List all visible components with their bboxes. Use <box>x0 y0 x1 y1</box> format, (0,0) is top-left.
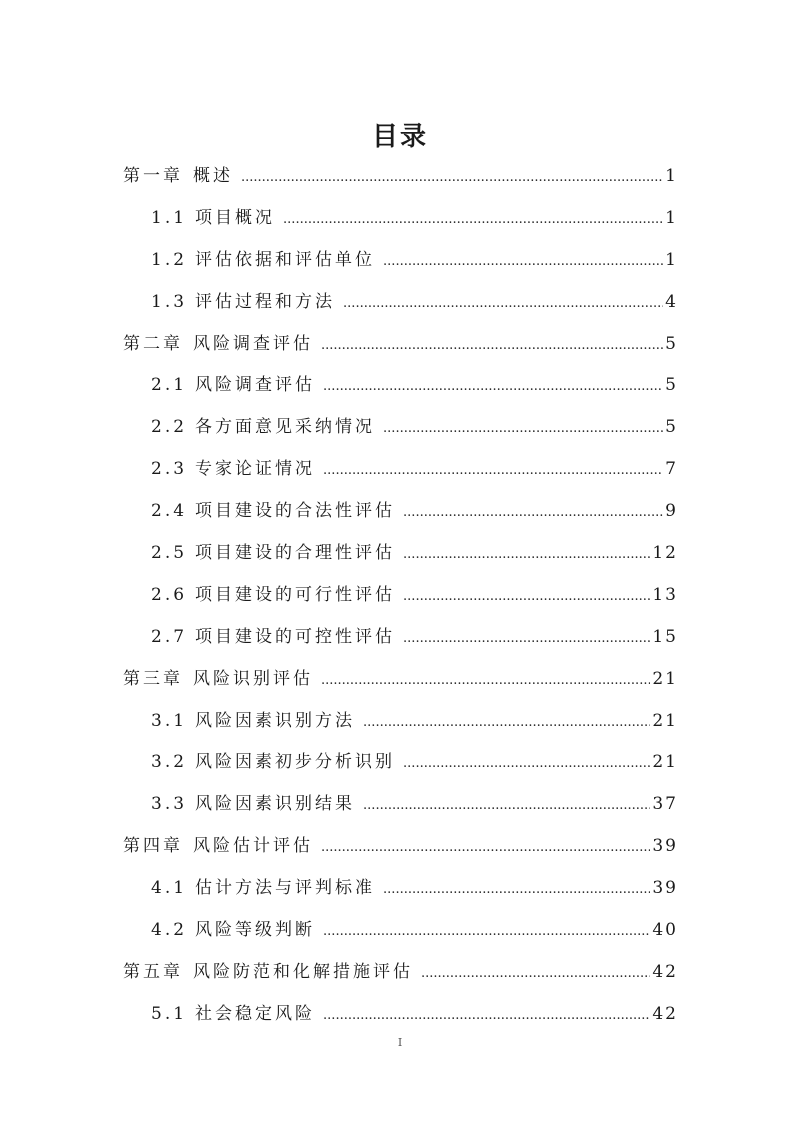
table-of-contents <box>0 156 800 1036</box>
toc-entry-title: 社会稳定风险 <box>195 1003 316 1024</box>
toc-entry-page-number: 39 <box>652 836 678 857</box>
toc-entry-page-number: 9 <box>665 501 678 522</box>
toc-entry-title: 风险防范和化解措施评估 <box>193 961 413 982</box>
toc-entry-number: 3.3 <box>151 794 188 815</box>
toc-entry-title: 风险估计评估 <box>193 836 313 857</box>
toc-entry-title: 评估依据和评估单位 <box>195 249 376 270</box>
toc-entry-title: 风险因素识别结果 <box>195 794 356 815</box>
toc-dot-leader <box>321 827 650 869</box>
toc-entry-number: 第三章 <box>123 668 183 689</box>
toc-entry-number: 1.3 <box>151 291 188 312</box>
toc-entry-page-number: 42 <box>652 1003 678 1024</box>
toc-section-entry[interactable] <box>0 491 678 533</box>
toc-entry-page-number: 5 <box>665 417 678 438</box>
toc-entry-page-number: 4 <box>665 291 678 312</box>
toc-section-entry[interactable] <box>0 742 678 784</box>
toc-dot-leader <box>383 408 663 450</box>
toc-entry-page-number: 40 <box>652 920 678 941</box>
toc-entry-title: 项目建设的合理性评估 <box>195 543 396 564</box>
toc-entry-page-number: 13 <box>652 584 678 605</box>
toc-entry-title: 风险因素初步分析识别 <box>195 752 396 773</box>
toc-entry-title: 风险等级判断 <box>195 920 316 941</box>
toc-entry-title: 项目建设的合法性评估 <box>195 501 396 522</box>
toc-section-entry[interactable] <box>0 407 678 449</box>
toc-dot-leader <box>321 325 663 367</box>
toc-entry-page-number: 12 <box>652 543 678 564</box>
page-title: 目录 <box>371 122 428 152</box>
toc-dot-leader <box>383 869 650 911</box>
toc-dot-leader <box>323 911 650 953</box>
toc-entry-title: 概述 <box>193 166 233 186</box>
toc-entry-number: 3.1 <box>151 710 188 731</box>
toc-chapter-entry[interactable] <box>0 826 678 868</box>
toc-entry-page-number: 21 <box>652 710 678 731</box>
toc-dot-leader <box>321 660 650 702</box>
toc-entry-page-number: 15 <box>652 626 678 647</box>
toc-dot-leader <box>241 157 663 199</box>
toc-entry-number: 1.2 <box>151 249 188 270</box>
toc-entry-page-number: 42 <box>652 961 678 982</box>
toc-chapter-entry[interactable] <box>0 952 678 994</box>
toc-entry-page-number: 1 <box>665 166 678 186</box>
toc-entry-number: 4.2 <box>151 920 188 941</box>
toc-entry-number: 2.2 <box>151 417 188 438</box>
toc-entry-title: 风险调查评估 <box>193 333 313 354</box>
toc-entry-number: 第一章 <box>123 166 183 186</box>
toc-entry-title: 项目建设的可控性评估 <box>195 626 396 647</box>
toc-entry-page-number: 5 <box>665 375 678 396</box>
toc-entry-page-number: 7 <box>665 459 678 480</box>
toc-entry-title: 风险因素识别方法 <box>195 710 356 731</box>
toc-dot-leader <box>403 534 650 576</box>
toc-section-entry[interactable] <box>0 365 678 407</box>
toc-entry-number: 第四章 <box>123 836 183 857</box>
toc-entry-number: 4.1 <box>151 878 188 899</box>
toc-entry-page-number: 1 <box>665 249 678 270</box>
toc-section-entry[interactable] <box>0 910 678 952</box>
toc-dot-leader <box>403 492 663 534</box>
toc-dot-leader <box>403 743 650 785</box>
toc-chapter-entry[interactable] <box>0 324 678 366</box>
toc-entry-title: 估计方法与评判标准 <box>195 878 376 899</box>
toc-section-entry[interactable] <box>0 240 678 282</box>
toc-entry-number: 2.1 <box>151 375 188 396</box>
toc-dot-leader <box>323 995 650 1037</box>
toc-entry-title: 风险识别评估 <box>193 668 313 689</box>
toc-section-entry[interactable] <box>0 994 678 1036</box>
toc-section-entry[interactable] <box>0 701 678 743</box>
toc-dot-leader <box>403 618 650 660</box>
toc-dot-leader <box>343 283 663 325</box>
page-number: I <box>397 1036 403 1049</box>
toc-entry-number: 5.1 <box>151 1003 188 1024</box>
toc-section-entry[interactable] <box>0 784 678 826</box>
toc-dot-leader <box>323 366 663 408</box>
toc-entry-title: 评估过程和方法 <box>195 291 336 312</box>
toc-entry-number: 2.5 <box>151 543 188 564</box>
toc-entry-page-number: 1 <box>665 207 678 228</box>
toc-section-entry[interactable] <box>0 282 678 324</box>
toc-section-entry[interactable] <box>0 868 678 910</box>
toc-section-entry[interactable] <box>0 198 678 240</box>
toc-chapter-entry[interactable] <box>0 156 678 198</box>
toc-dot-leader <box>403 576 650 618</box>
toc-entry-title: 项目概况 <box>195 207 276 228</box>
toc-dot-leader <box>363 702 650 744</box>
toc-entry-title: 专家论证情况 <box>195 459 316 480</box>
toc-dot-leader <box>323 450 663 492</box>
toc-entry-number: 2.4 <box>151 501 188 522</box>
toc-entry-number: 2.6 <box>151 584 188 605</box>
toc-entry-page-number: 21 <box>652 668 678 689</box>
toc-entry-page-number: 5 <box>665 333 678 354</box>
toc-dot-leader <box>421 953 650 995</box>
toc-entry-title: 各方面意见采纳情况 <box>195 417 376 438</box>
toc-entry-number: 第五章 <box>123 961 183 982</box>
toc-entry-number: 2.7 <box>151 626 188 647</box>
toc-section-entry[interactable] <box>0 575 678 617</box>
toc-section-entry[interactable] <box>0 449 678 491</box>
toc-entry-number: 1.1 <box>151 207 188 228</box>
toc-chapter-entry[interactable] <box>0 659 678 701</box>
toc-dot-leader <box>383 241 663 283</box>
toc-section-entry[interactable] <box>0 533 678 575</box>
toc-entry-number: 3.2 <box>151 752 188 773</box>
toc-entry-number: 2.3 <box>151 459 188 480</box>
toc-entry-number: 第二章 <box>123 333 183 354</box>
toc-dot-leader <box>283 199 663 241</box>
toc-section-entry[interactable] <box>0 617 678 659</box>
toc-entry-title: 风险调查评估 <box>195 375 316 396</box>
toc-entry-page-number: 37 <box>652 794 678 815</box>
toc-entry-page-number: 21 <box>652 752 678 773</box>
toc-entry-title: 项目建设的可行性评估 <box>195 584 396 605</box>
toc-dot-leader <box>363 785 650 827</box>
toc-entry-page-number: 39 <box>652 878 678 899</box>
